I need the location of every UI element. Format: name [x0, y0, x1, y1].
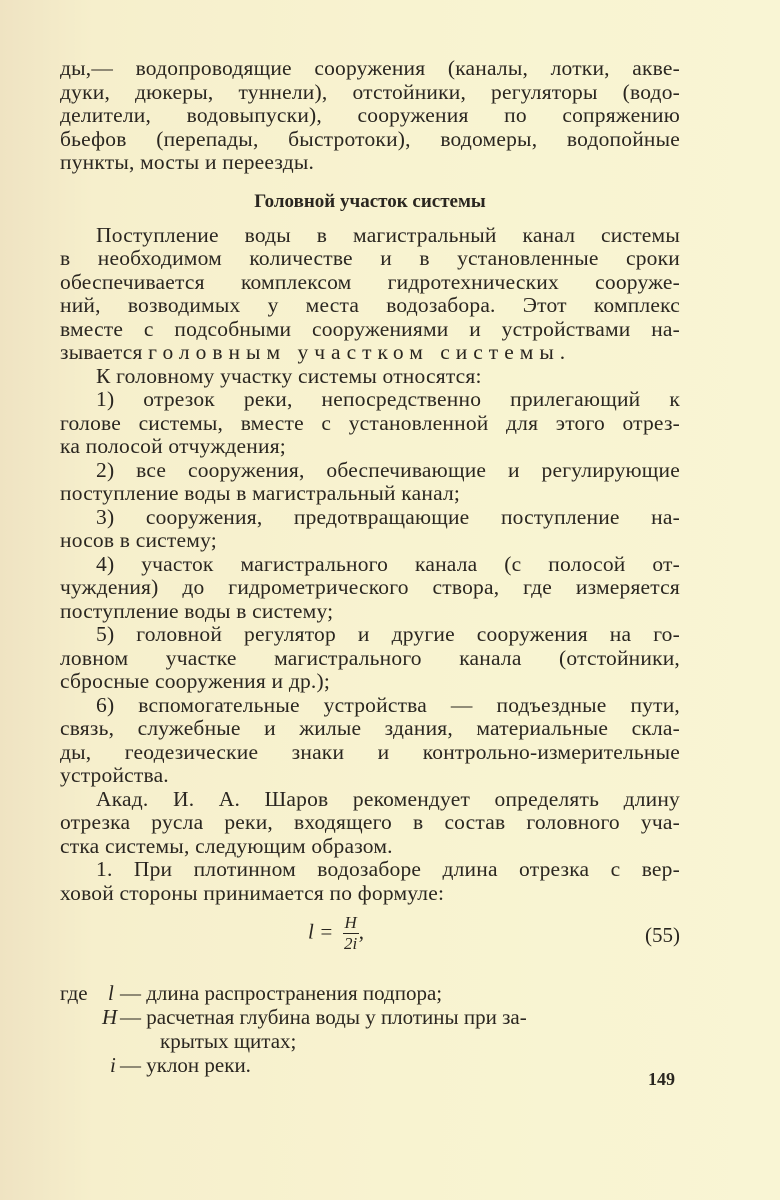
definition-row — [60, 1029, 680, 1053]
variable-description: — расчетная глубина воды у плотины при за- — [120, 1005, 527, 1029]
variable-description: крытых щитах; — [160, 1029, 297, 1053]
formula-expression — [308, 913, 364, 954]
formula-trail: , — [358, 919, 365, 944]
variable-symbol: l — [108, 981, 114, 1005]
text-line: 1) отрезок реки, непосредственно прилегающий к — [96, 387, 680, 411]
text-span: зывается — [60, 340, 149, 364]
text-line: делители, водовыпуски), сооружения по сопряжению — [60, 103, 680, 127]
definition-row — [60, 1005, 680, 1029]
list-item-2 — [60, 459, 680, 506]
text-line: поступление воды в систему; — [60, 598, 334, 623]
section-heading: Головной участок системы — [254, 190, 486, 212]
text-line: Поступление воды в магистральный канал системы — [96, 222, 680, 247]
formula-lhs: l = — [308, 919, 334, 944]
paragraph-4 — [60, 858, 680, 905]
text-line: ды,— водопроводящие сооружения (каналы, лотки, акве- — [60, 56, 680, 80]
text-line: чуждения) до гидрометрического створа, где измеряется — [60, 575, 680, 599]
text-line — [60, 341, 680, 365]
text-line: 1. При плотинном водозаборе длина отрезка с вер- — [96, 857, 680, 881]
text-line: в необходимом количестве и в установленные сроки — [60, 246, 680, 270]
where-label: где — [60, 981, 88, 1005]
text-line: устройства. — [60, 763, 169, 787]
text-line: связь, служебные и жилые здания, материальные скла- — [60, 716, 680, 740]
definition-row — [60, 1053, 680, 1077]
text-line: Акад. И. А. Шаров рекомендует определять длину — [96, 786, 680, 811]
equation-number: (55) — [645, 923, 680, 947]
text-line: 6) вспомогательные устройства — подъездные пути, — [96, 692, 680, 717]
fraction-denominator: 2i — [344, 934, 358, 953]
text-line: пункты, мосты и переезды. — [60, 150, 315, 174]
text-line: носов в систему; — [60, 528, 217, 552]
list-item-1 — [60, 388, 680, 459]
formula-55 — [60, 907, 680, 971]
text-line: дуки, дюкеры, туннели), отстойники, регуляторы (водо- — [60, 79, 680, 104]
list-item-4 — [60, 553, 680, 624]
fraction — [343, 913, 359, 954]
text-line: бьефов (перепады, быстротоки), водомеры, водопойные — [60, 126, 680, 151]
paragraph-3 — [60, 788, 680, 859]
text-line: вместе с подсобными сооружениями и устройствами на- — [60, 316, 680, 341]
variable-symbol: H — [102, 1005, 118, 1029]
page-number: 149 — [648, 1069, 675, 1089]
variable-definitions — [60, 981, 680, 1077]
variable-description: — уклон реки. — [120, 1053, 251, 1077]
book-page — [60, 57, 680, 1077]
list-item-3 — [60, 506, 680, 553]
text-line: ды, геодезические знаки и контрольно-измерительные — [60, 739, 680, 764]
text-line: сбросные сооружения и др.); — [60, 669, 331, 693]
list-item-6 — [60, 694, 680, 788]
paragraph-2: К головному участку системы относятся: — [96, 363, 482, 388]
text-line: 3) сооружения, предотвращающие поступление на- — [96, 504, 680, 529]
list-item-5 — [60, 623, 680, 694]
text-line: 2) все сооружения, обеспечивающие и регулирующие — [96, 457, 680, 482]
fraction-numerator: H — [344, 913, 357, 932]
text-line: 5) головной регулятор и другие сооружения на го- — [96, 622, 680, 646]
text-line: ловном участке магистрального канала (отстойники, — [60, 645, 680, 670]
text-line: поступление воды в магистральный канал; — [60, 481, 461, 505]
text-line: ний, возводимых у места водозабора. Этот комплекс — [60, 293, 680, 317]
paragraph-1 — [60, 224, 680, 365]
intro-paragraph — [60, 57, 680, 175]
text-line: голове системы, вместе с установленной для этого отрез- — [60, 410, 680, 435]
text-line: ка полосой отчуждения; — [60, 434, 286, 458]
text-line: 4) участок магистрального канала (с полосой от- — [96, 551, 680, 576]
variable-description: — длина распространения подпора; — [120, 981, 443, 1005]
text-line: стка системы, следующим образом. — [60, 833, 393, 858]
emphasized-term: головным участком системы. — [148, 340, 572, 364]
text-line: отрезка русла реки, входящего в состав головного уча- — [60, 810, 680, 834]
definition-row — [60, 981, 680, 1005]
text-line: обеспечивается комплексом гидротехнических сооруже- — [60, 269, 680, 294]
text-line: ховой стороны принимается по формуле: — [60, 880, 445, 905]
variable-symbol: i — [110, 1053, 116, 1077]
